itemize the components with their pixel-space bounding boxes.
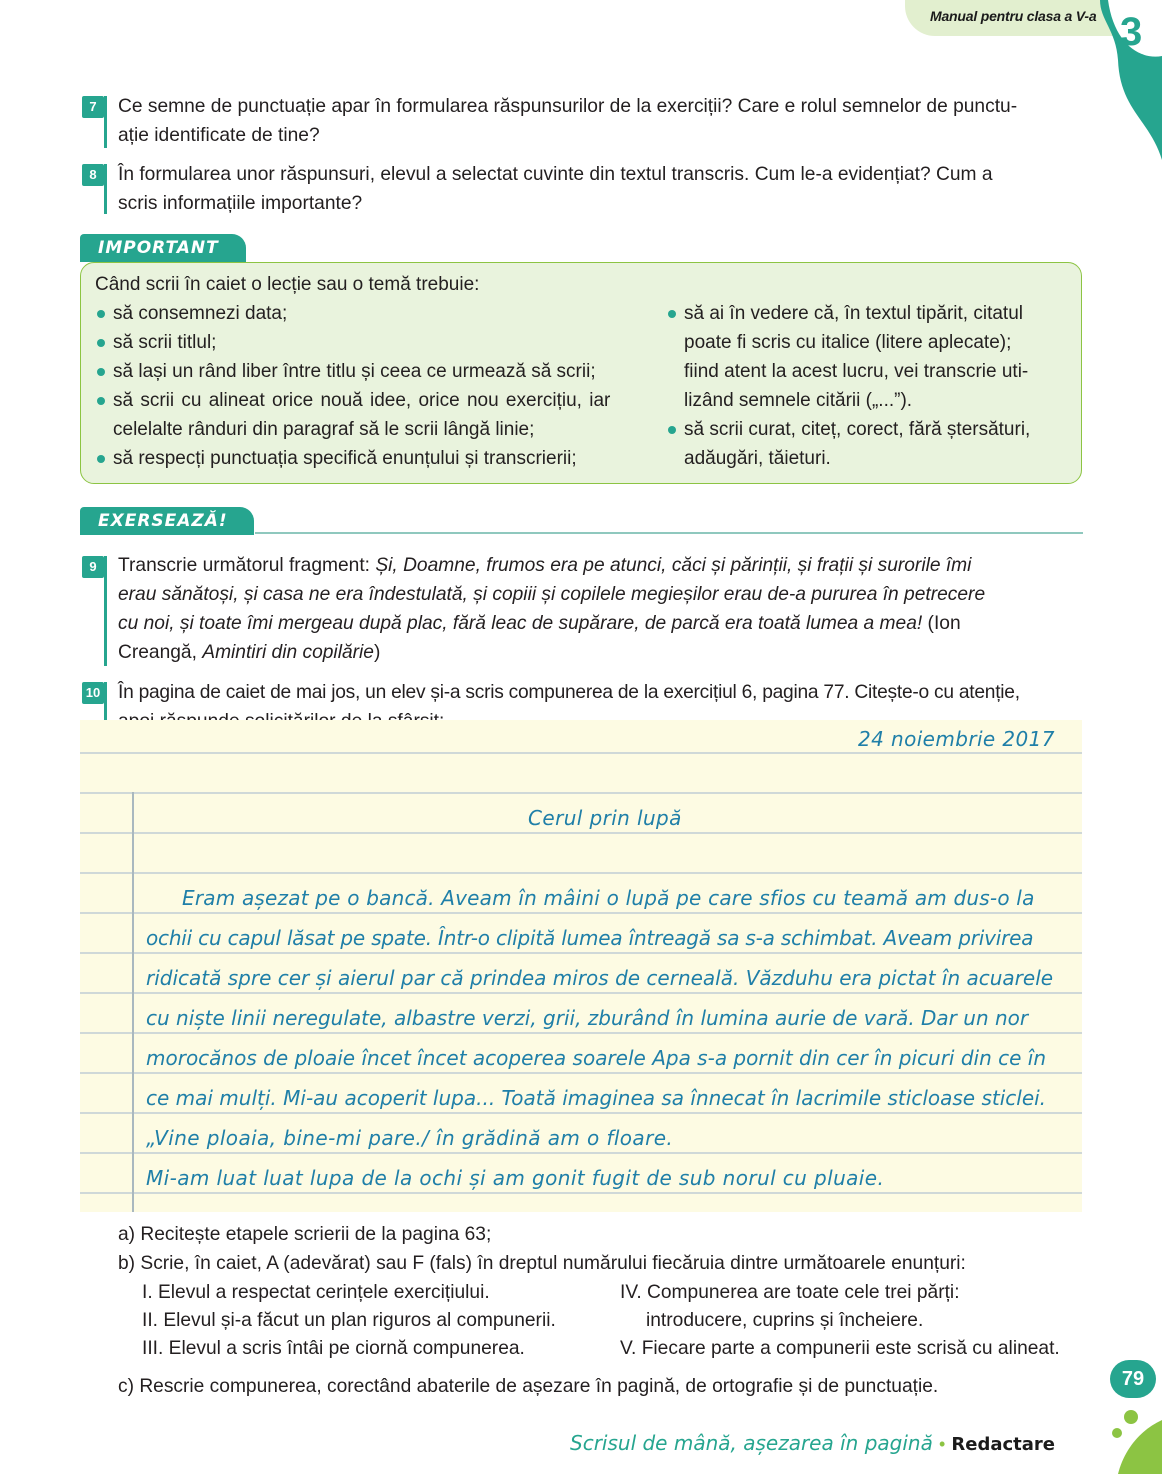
important-item: să ai în vedere că, în textul tipărit, citatul xyxy=(666,299,1074,328)
statement-5: V. Fiecare parte a compunerii este scrisă cu alineat. xyxy=(620,1338,1060,1359)
notebook-rule xyxy=(80,1112,1082,1114)
question-9-book-title: Amintiri din copilărie xyxy=(202,642,374,663)
question-9-close-paren: ) xyxy=(373,642,381,663)
question-7-text xyxy=(118,92,1083,150)
task-c: c) Rescrie compunerea, corectând abaterile de așezare în pagină, de ortografie și de punctuație. xyxy=(118,1376,939,1397)
important-item-continued: adăugări, tăieturi. xyxy=(684,448,831,469)
question-9-line-3 xyxy=(118,609,1083,638)
page-corner-shape xyxy=(1110,1420,1162,1474)
task-a: a) Recitește etapele scrierii de la pagina 63; xyxy=(118,1224,492,1245)
question-8-line-2: scris informațiile importante? xyxy=(118,193,363,214)
important-item: să scrii cu alineat orice nouă idee, orice nou exercițiu, iar xyxy=(95,386,655,415)
question-9-quote-1: Și, Doamne, frumos era pe atunci, căci și părinții, și frații și surorile îmi xyxy=(375,555,972,576)
statement-1: I. Elevul a respectat cerințele exercițiului. xyxy=(142,1282,490,1303)
question-9-number: 9 xyxy=(82,556,104,578)
notebook-date: 24 noiembrie 2017 xyxy=(858,727,1055,751)
exerseaza-divider xyxy=(255,532,1083,534)
important-item: să consemnezi data; xyxy=(95,299,655,328)
question-9-line-4 xyxy=(118,638,1083,667)
question-7-line-1: Ce semne de punctuație apar în formularea răspunsurilor de la exerciții? Care e rolul semnelor de punctu- xyxy=(118,96,1018,117)
important-item-continued: lizând semnele citării („...”). xyxy=(684,390,913,411)
important-left-column xyxy=(95,270,655,473)
notebook-rule xyxy=(80,792,1082,794)
important-intro: Când scrii în caiet o lecție sau o temă trebuie: xyxy=(95,274,480,295)
question-8-number: 8 xyxy=(82,164,104,186)
notebook-title: Cerul prin lupă xyxy=(528,806,682,830)
footer-topic: Scrisul de mână, așezarea în pagină xyxy=(570,1431,933,1455)
important-item-continued: celelalte rânduri din paragraf să le scrii lângă linie; xyxy=(113,419,535,440)
question-9-line-1 xyxy=(118,551,1083,580)
important-item: să respecți punctuația specifică enunțului și transcrierii; xyxy=(95,444,655,473)
notebook-line: Eram așezat pe o bancă. Aveam în mâini o lupă pe care sfios cu teamă am dus-o la xyxy=(182,886,1035,910)
notebook-line: Mi-am luat luat lupa de la ochi și am gonit fugit de sub norul cu pluaie. xyxy=(146,1166,885,1190)
notebook-rule xyxy=(80,1152,1082,1154)
notebook-line: ce mai mulți. Mi-au acoperit lupa... Toată imaginea sa înnecat în lacrimile sticloase sticlei. xyxy=(146,1086,1047,1110)
question-9-author: Creangă, xyxy=(118,642,203,663)
important-item: să lași un rând liber între titlu și ceea ce urmează să scrii; xyxy=(95,357,655,386)
question-7-number: 7 xyxy=(82,96,104,118)
important-item: să scrii curat, citeț, corect, fără ștersături, xyxy=(666,415,1074,444)
notebook-rule xyxy=(80,952,1082,954)
question-8-text xyxy=(118,160,1083,218)
statement-2: II. Elevul și-a făcut un plan riguros al compunerii. xyxy=(142,1310,556,1331)
question-9-quote-3: cu noi, și toate îmi mergeau după plac, fără leac de supărare, de parcă era toată lumea a mea! xyxy=(118,613,923,634)
important-right-column xyxy=(666,299,1074,473)
important-label: IMPORTANT xyxy=(80,234,246,262)
question-8-bar xyxy=(104,164,107,214)
notebook-line: cu niște linii neregulate, albastre verzi, grii, zburând în lumina aurie de vară. Dar un nor xyxy=(146,1006,1029,1030)
notebook-rule xyxy=(80,1192,1082,1194)
question-9-text xyxy=(118,551,1083,667)
question-10-line-1: În pagina de caiet de mai jos, un elev și-a scris compunerea de la exercițiul 6, pagina 77. Citește-o cu atenție, xyxy=(118,682,1020,703)
notebook-rule xyxy=(80,1072,1082,1074)
footer xyxy=(570,1430,1055,1456)
chapter-number: 3 xyxy=(1120,10,1143,54)
notebook-line: „Vine ploaia, bine-mi pare./ în grădină am o floare. xyxy=(146,1126,674,1150)
notebook-rule xyxy=(80,872,1082,874)
notebook-rule xyxy=(80,1032,1082,1034)
important-item: să scrii titlul; xyxy=(95,328,655,357)
notebook-margin-line xyxy=(132,792,134,1212)
question-9-intro: Transcrie următorul fragment: xyxy=(118,555,376,576)
footer-section: Redactare xyxy=(951,1434,1055,1455)
important-item-continued: fiind atent la acest lucru, vei transcrie uti- xyxy=(684,361,1029,382)
question-9-author-start: (Ion xyxy=(922,613,961,634)
question-8-line-1: În formularea unor răspunsuri, elevul a selectat cuvinte din textul transcris. Cum le-a evidențiat? Cum a xyxy=(118,164,993,185)
question-9-quote-2: erau sănătoși, și casa ne era îndestulată, și copiii și copilele megieșilor erau de-a pururea în petrecere xyxy=(118,584,986,605)
statement-4-continued: introducere, cuprins și încheiere. xyxy=(646,1310,924,1331)
important-item-continued: poate fi scris cu italice (litere aplecate); xyxy=(684,332,1012,353)
footer-separator: • xyxy=(938,1434,946,1454)
notebook-line: ridicată spre cer și aierul par că prindea miros de cerneală. Văzduhu era pictat în acuarele xyxy=(146,966,1054,990)
question-9-bar xyxy=(104,556,107,666)
manual-title: Manual pentru clasa a V-a xyxy=(930,8,1097,24)
notebook-line: ochii cu capul lăsat pe spate. Într-o clipită lumea întreagă sa s-a schimbat. Aveam privirea xyxy=(146,926,1034,950)
notebook-rule xyxy=(80,832,1082,834)
statement-4: IV. Compunerea are toate cele trei părți: xyxy=(620,1282,960,1303)
task-b: b) Scrie, în caiet, A (adevărat) sau F (fals) în dreptul numărului fiecăruia dintre următoarele enunțuri: xyxy=(118,1253,966,1274)
notebook-rule xyxy=(80,752,1082,754)
exerseaza-label: EXERSEAZĂ! xyxy=(80,507,254,535)
question-10-number: 10 xyxy=(82,682,104,704)
question-7-line-2: ație identificate de tine? xyxy=(118,125,320,146)
notebook-rule xyxy=(80,992,1082,994)
page-number: 79 xyxy=(1110,1360,1156,1398)
question-7-bar xyxy=(104,96,107,148)
question-9-line-2 xyxy=(118,580,1083,609)
notebook-line: morocănos de ploaie încet încet acoperea soarele Apa s-a pornit din cer în picuri din ce în xyxy=(146,1046,1047,1070)
notebook-rule xyxy=(80,912,1082,914)
statement-3: III. Elevul a scris întâi pe ciornă compunerea. xyxy=(142,1338,525,1359)
